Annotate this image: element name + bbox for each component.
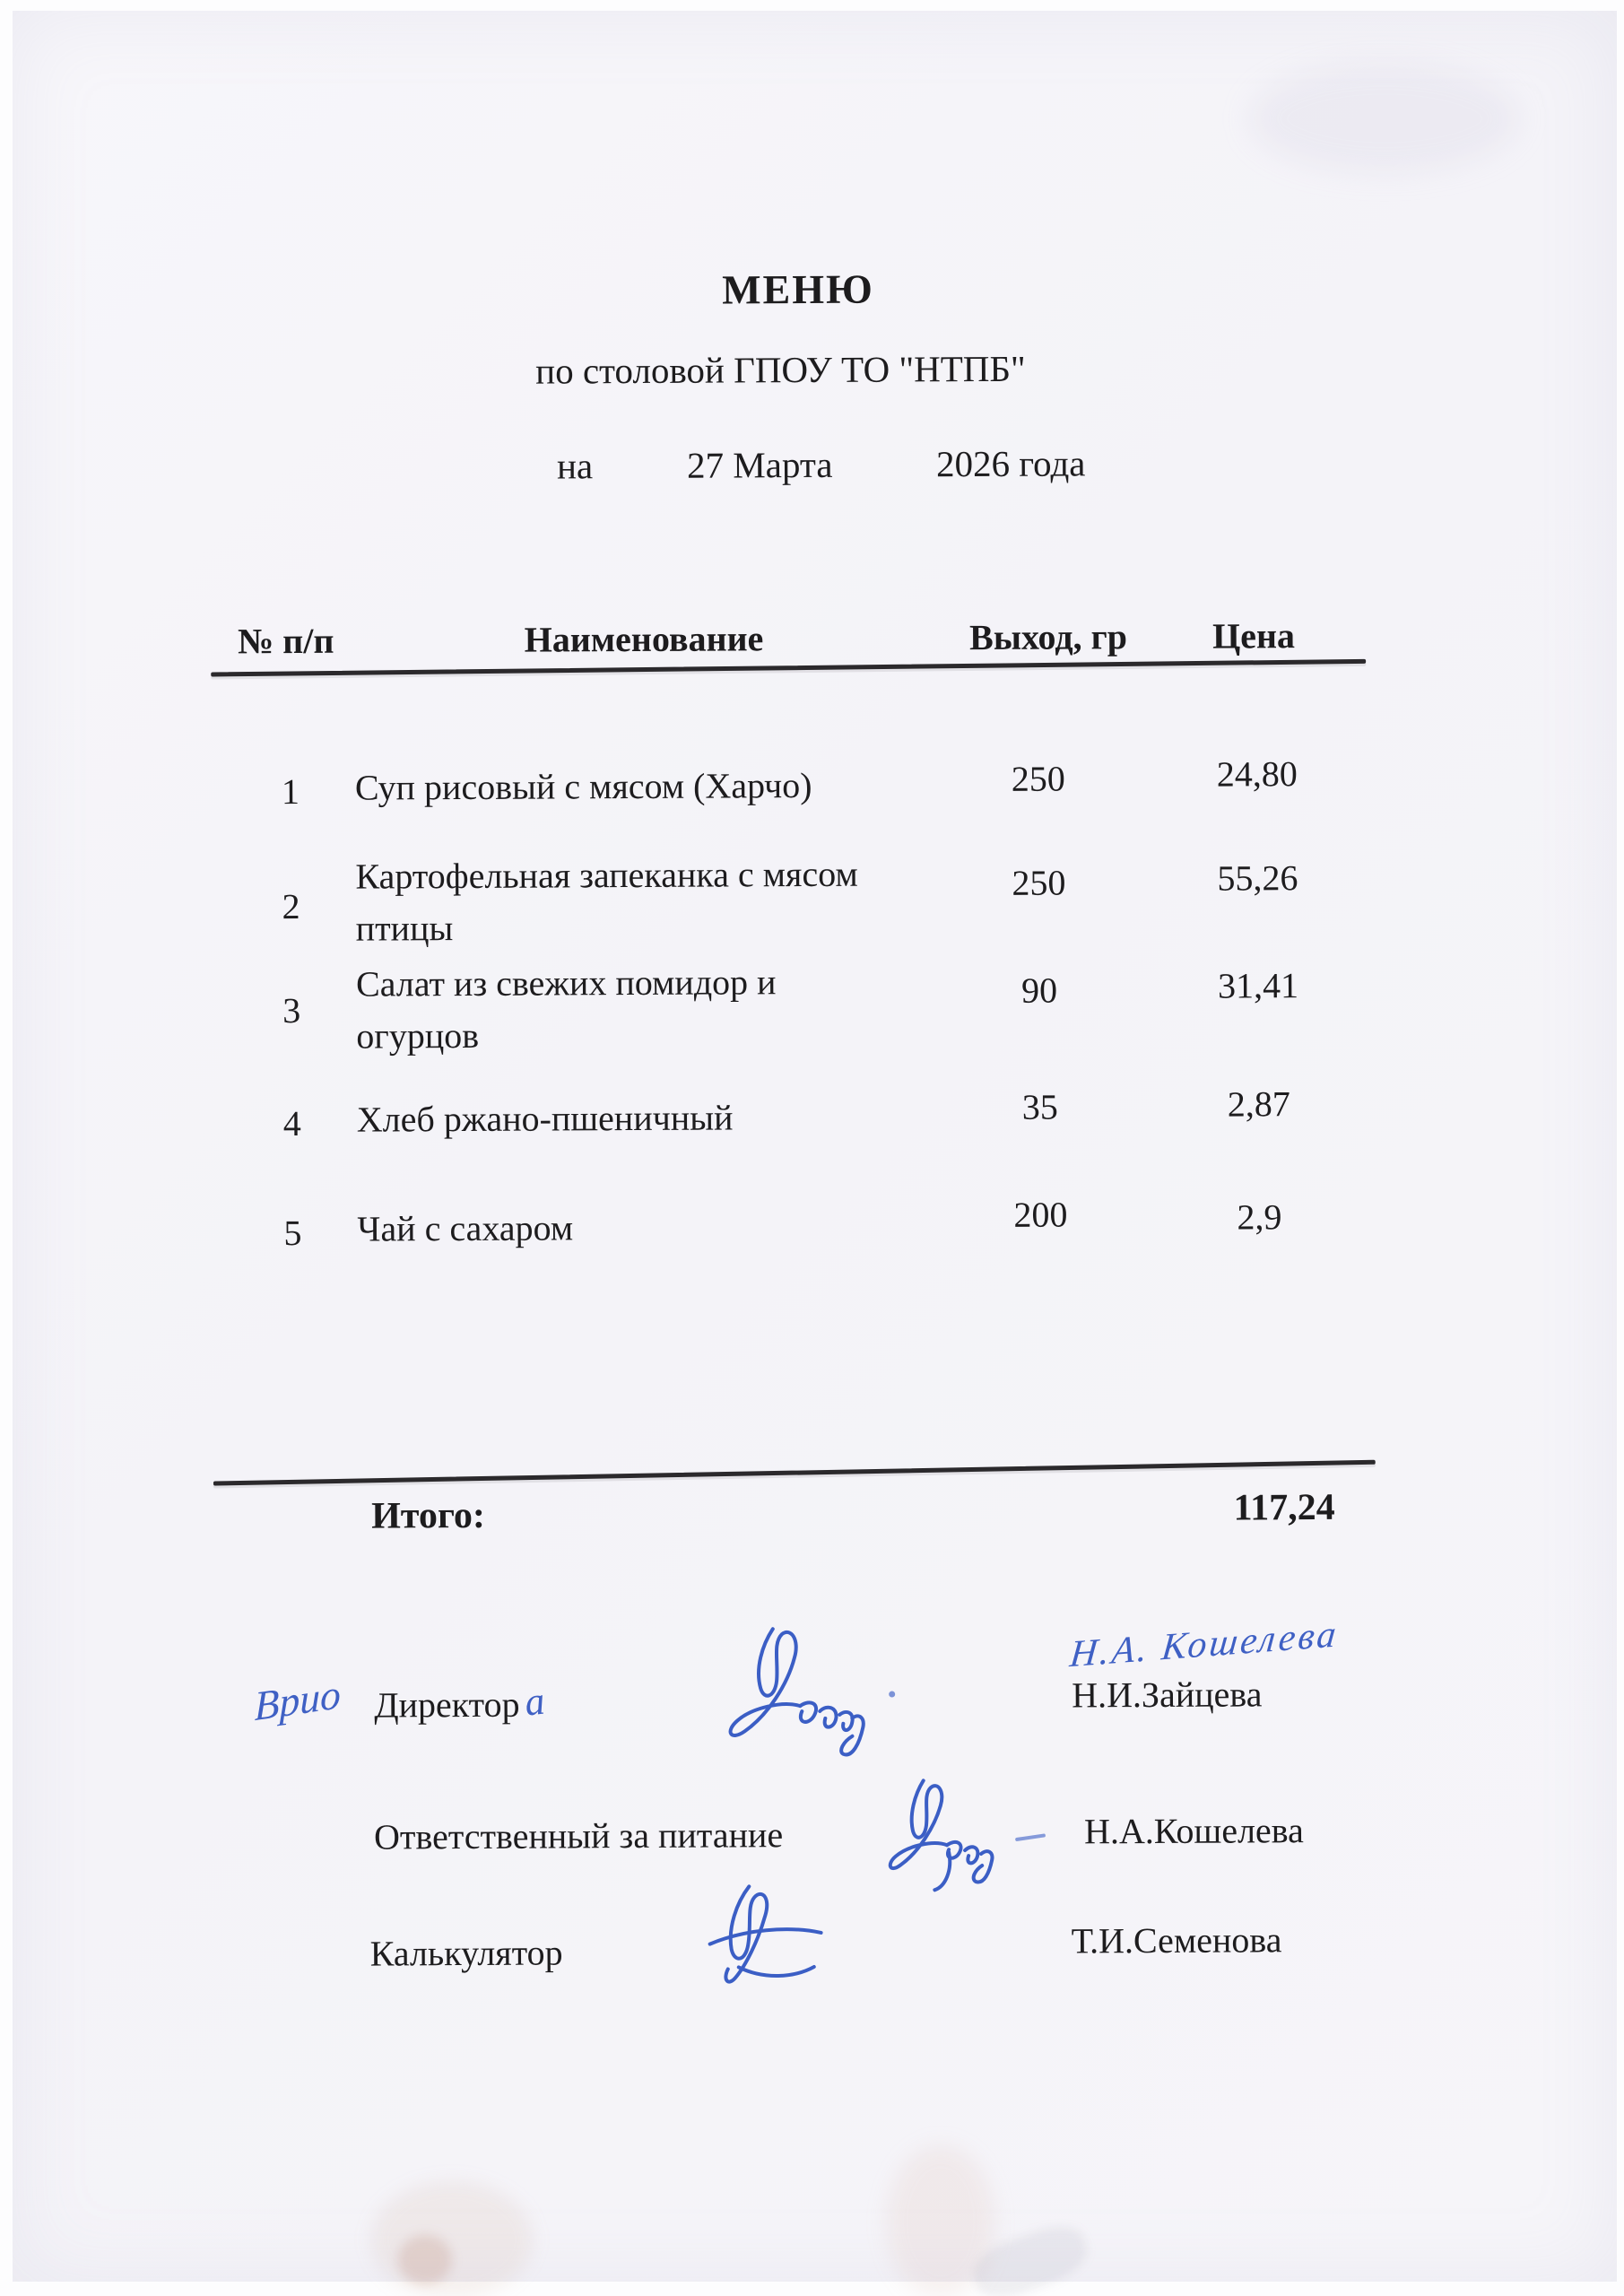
row-price: 31,41	[1217, 965, 1299, 1006]
row-name: Суп рисовый с мясом (Харчо)	[354, 764, 812, 808]
row-num: 2	[282, 885, 300, 927]
row-name: Чай с сахаром	[357, 1207, 574, 1249]
director-printed-name: Н.И.Зайцева	[1072, 1674, 1263, 1716]
document-subtitle: по столовой ГПОУ ТО "НТПБ"	[535, 347, 1026, 392]
total-rule	[213, 1460, 1376, 1486]
responsible-signature	[855, 1777, 1000, 1894]
row-price: 24,80	[1216, 753, 1298, 795]
row-name: Хлеб ржано-пшеничный	[356, 1097, 734, 1140]
director-signature	[689, 1625, 869, 1752]
responsible-role-label: Ответственный за питание	[373, 1814, 784, 1857]
responsible-printed-name: Н.А.Кошелева	[1083, 1810, 1304, 1852]
row-output: 35	[1021, 1086, 1058, 1127]
row-num: 3	[282, 989, 301, 1031]
total-value: 117,24	[1233, 1486, 1335, 1529]
date-prefix: на	[556, 445, 594, 487]
calculator-signature	[663, 1879, 834, 2001]
date-year: 2026 года	[935, 442, 1086, 485]
total-label: Итого:	[371, 1494, 486, 1537]
row-name: Картофельная запеканка с мясом птицы	[355, 853, 858, 949]
handwritten-vrio: Врио	[254, 1670, 341, 1730]
row-output: 90	[1020, 970, 1058, 1011]
date-day: 27 Марта	[686, 443, 833, 486]
handwritten-name-kosheleva: Н.А. Кошелева	[1068, 1613, 1341, 1676]
row-price: 55,26	[1217, 857, 1298, 899]
column-header-num: № п/п	[237, 620, 334, 662]
row-output: 250	[1012, 862, 1066, 903]
row-output: 200	[1013, 1194, 1068, 1235]
row-output: 250	[1011, 758, 1065, 799]
row-num: 5	[283, 1212, 302, 1254]
column-header-price: Цена	[1211, 615, 1296, 657]
ink-dash	[1015, 1833, 1046, 1841]
director-role-label: Директор	[374, 1683, 520, 1726]
ink-dot	[889, 1692, 895, 1698]
row-price: 2,9	[1237, 1196, 1282, 1238]
row-price: 2,87	[1227, 1083, 1290, 1125]
column-header-name: Наименование	[524, 618, 764, 660]
calculator-printed-name: Т.И.Семенова	[1071, 1919, 1282, 1961]
row-num: 1	[281, 770, 300, 813]
handwritten-role-ending: а	[522, 1678, 547, 1725]
calculator-role-label: Калькулятор	[369, 1932, 563, 1974]
row-name: Салат из свежих помидор и огурцов	[355, 961, 777, 1057]
column-header-output: Выход, гр	[968, 616, 1128, 658]
row-num: 4	[282, 1102, 301, 1144]
header-rule	[211, 659, 1366, 677]
document-title: МЕНЮ	[722, 265, 874, 313]
